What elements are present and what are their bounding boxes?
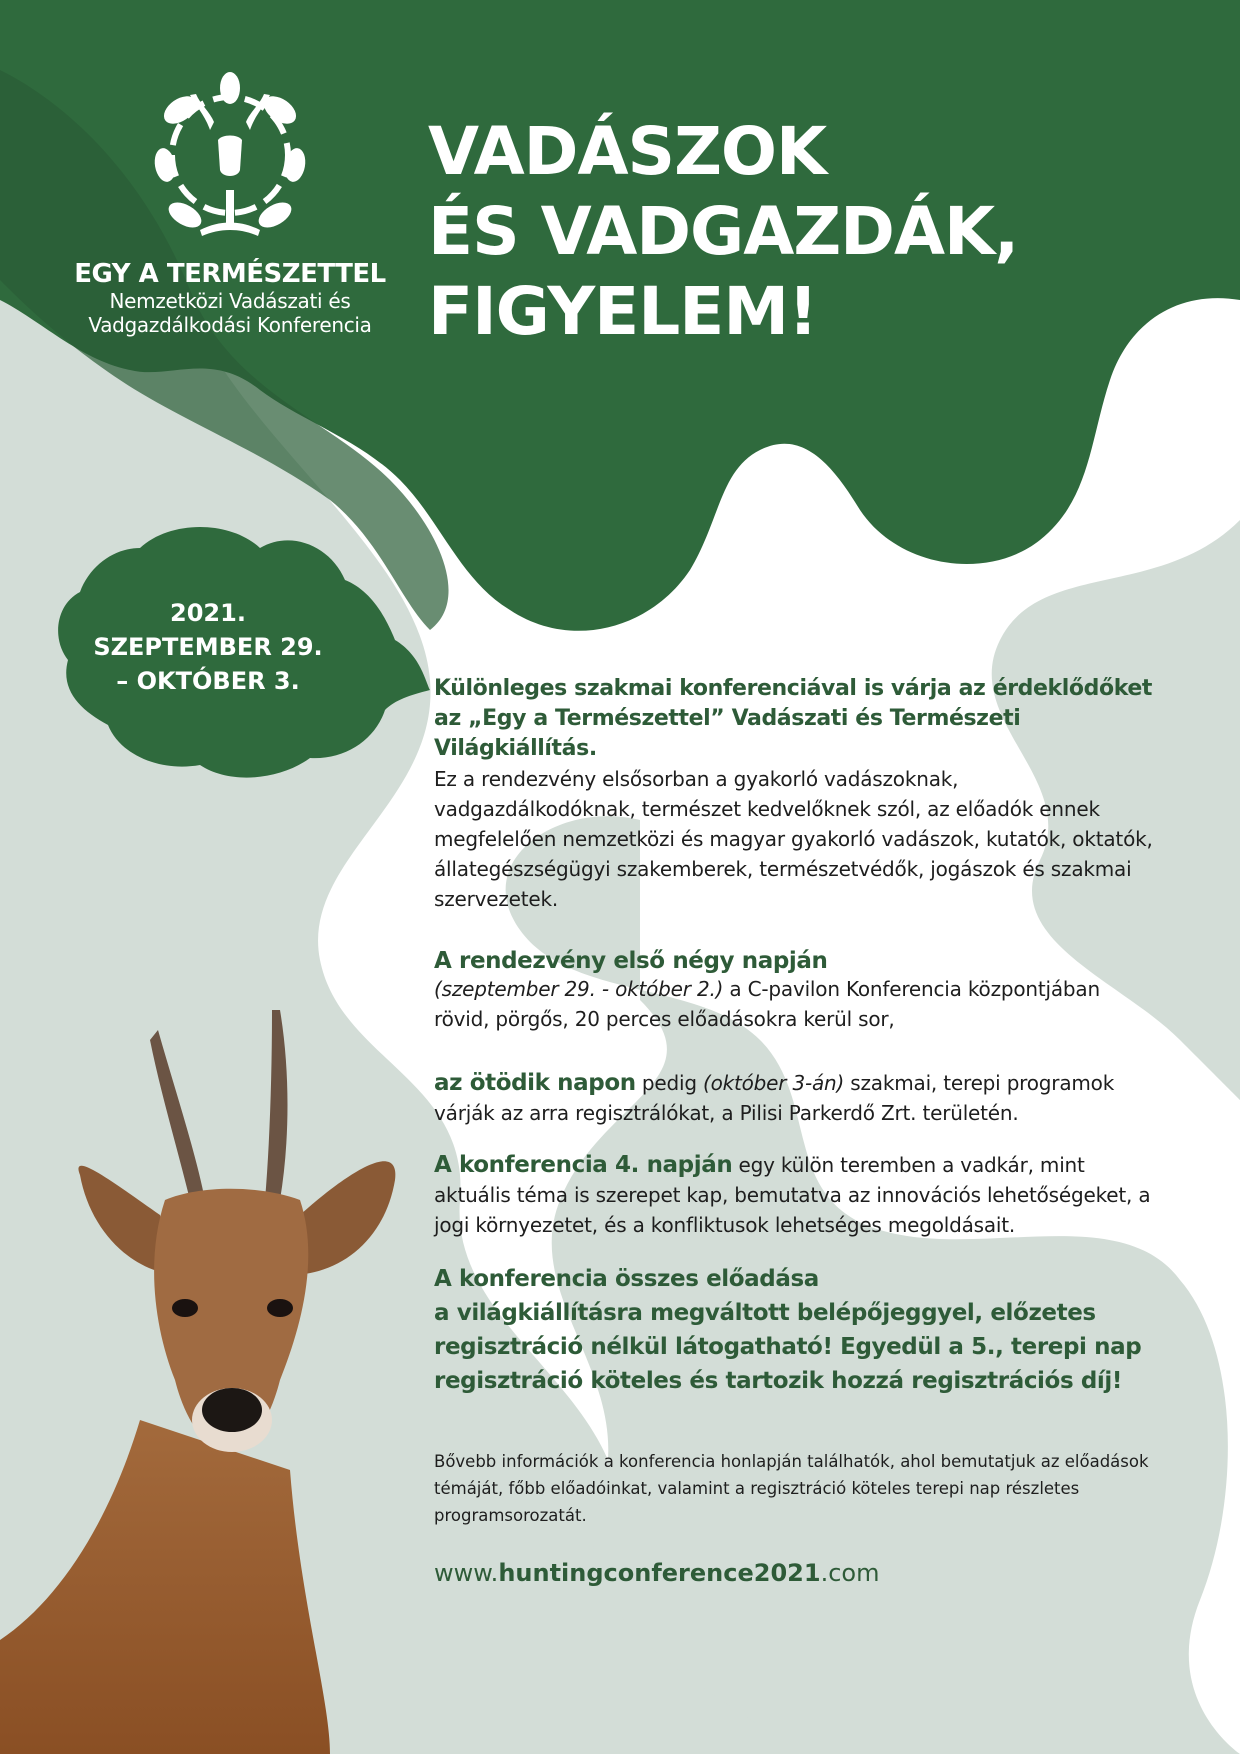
event-date bbox=[88, 596, 328, 698]
deer-body bbox=[0, 1420, 330, 1754]
intro-body: Ez a rendezvény elsősorban a gyakorló vadászoknak, vadgazdálkodóknak, természet kedvelőknek szól, az előadók ennek megfelelően nemzetközi és magyar gyakorló vadászok, kutatók, oktatók, állategészségügyi szakemberek, természetvédők, jogászok és szakmai szervezetek. bbox=[434, 767, 1153, 911]
main-content bbox=[434, 674, 1154, 1587]
fourth-day-text: egy külön teremben a vadkár, mint aktuális téma is szerepet kap, bemutatva az innovációs lehetőségeket, a jogi környezetet, és a konfliktusok lehetséges megoldásait. bbox=[434, 1153, 1151, 1237]
fourth-day-section bbox=[434, 1150, 1154, 1240]
date-line3: – OKTÓBER 3. bbox=[116, 667, 300, 695]
more-info-text: Bővebb információk a konferencia honlapján találhatók, ahol bemutatjuk az előadások témáját, főbb előadóinkat, valamint a regisztráció köteles terepi nap részletes programsorozatát. bbox=[434, 1452, 1149, 1525]
headline-line3: FIGYELEM! bbox=[428, 273, 818, 350]
date-line2: SZEPTEMBER 29. bbox=[93, 633, 323, 661]
first-days-dates: (szeptember 29. - október 2.) bbox=[434, 977, 724, 1001]
website-prefix: www. bbox=[434, 1559, 499, 1587]
logo-subtitle-line1: Nemzetközi Vadászati és bbox=[109, 289, 351, 313]
fourth-day-body bbox=[434, 1150, 1154, 1240]
right-antler bbox=[265, 1010, 288, 1200]
oak-leaf-deer-emblem-icon bbox=[140, 70, 320, 245]
logo-name: EGY A TERMÉSZETTEL bbox=[74, 259, 386, 289]
all-lectures-line2: a világkiállításra megváltott belépőjeggyel, előzetes bbox=[434, 1300, 1096, 1326]
fifth-day-section bbox=[434, 1068, 1154, 1128]
right-eye bbox=[267, 1299, 293, 1317]
left-eye bbox=[172, 1299, 198, 1317]
nose bbox=[202, 1388, 262, 1432]
headline-line1: VADÁSZOK bbox=[428, 113, 827, 190]
website-link[interactable] bbox=[434, 1559, 1154, 1587]
all-lectures-section bbox=[434, 1262, 1154, 1398]
all-lectures-line1: A konferencia összes előadása bbox=[434, 1266, 819, 1292]
fifth-day-heading: az ötödik napon bbox=[434, 1070, 636, 1096]
website-suffix: .com bbox=[820, 1559, 880, 1587]
intro-lead-line1: Különleges szakmai konferenciával is várja az érdeklődőket bbox=[434, 676, 1152, 701]
first-days-text: a C-pavilon Konferencia központjában rövid, pörgős, 20 perces előadásokra kerül sor, bbox=[434, 977, 1100, 1031]
left-antler bbox=[150, 1030, 205, 1200]
headline bbox=[428, 112, 1018, 352]
roe-deer-photo bbox=[0, 1000, 420, 1754]
fifth-day-text2: szakmai, terepi programok várják az arra regisztrálókat, a Pilisi Parkerdő Zrt. területén. bbox=[434, 1071, 1115, 1125]
fifth-day-date: (október 3-án) bbox=[702, 1071, 845, 1095]
headline-line2: ÉS VADGAZDÁK, bbox=[428, 193, 1019, 270]
first-days-body bbox=[434, 974, 1154, 1034]
logo-subtitle-line2: Vadgazdálkodási Konferencia bbox=[88, 313, 372, 337]
fifth-day-text1: pedig bbox=[635, 1071, 703, 1095]
first-days-section bbox=[434, 948, 1154, 1034]
website-name: huntingconference2021 bbox=[498, 1559, 821, 1587]
first-days-heading: A rendezvény első négy napján bbox=[434, 948, 828, 974]
fourth-day-heading: A konferencia 4. napján bbox=[434, 1152, 733, 1178]
date-line1: 2021. bbox=[170, 599, 246, 627]
logo bbox=[70, 70, 390, 337]
all-lectures-line4: regisztráció köteles és tartozik hozzá regisztrációs díj! bbox=[434, 1368, 1122, 1394]
all-lectures-line3: regisztráció nélkül látogatható! Egyedül a 5., terepi nap bbox=[434, 1334, 1142, 1360]
fifth-day-body bbox=[434, 1068, 1154, 1128]
intro-lead-line2: az „Egy a Természettel” Vadászati és Természeti Világkiállítás. bbox=[434, 706, 1021, 761]
